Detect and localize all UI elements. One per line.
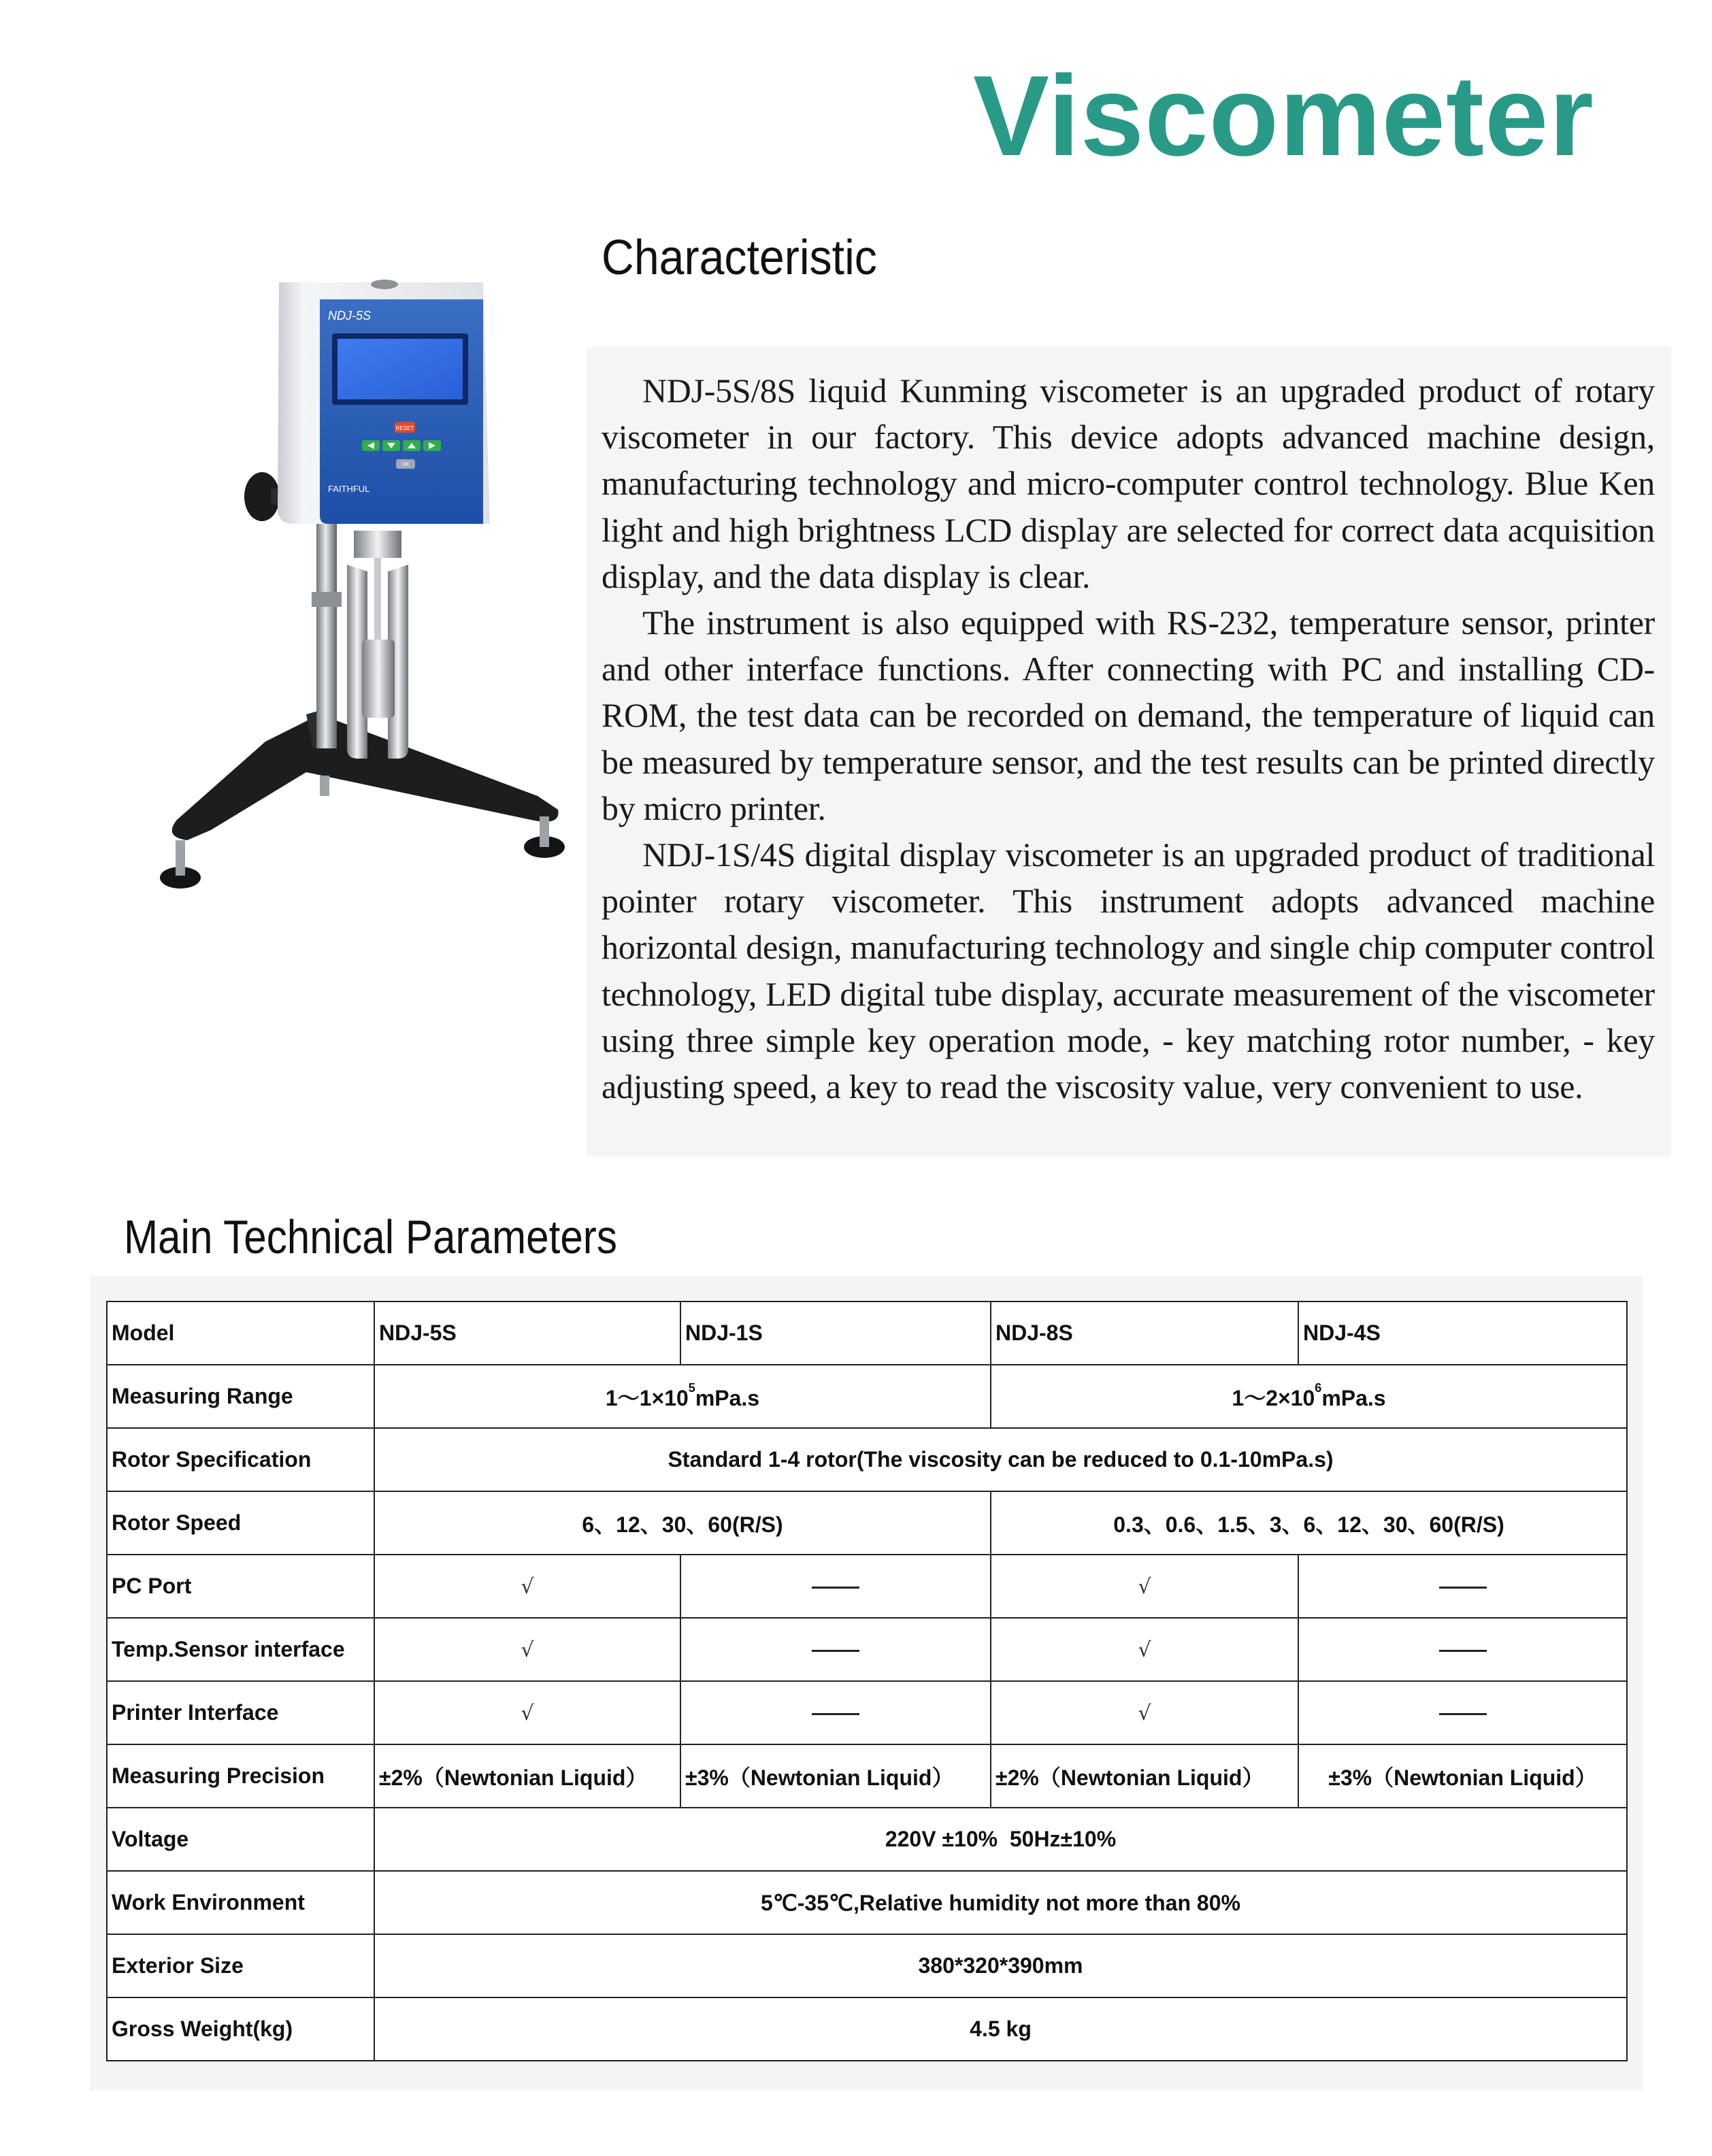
dash-mark	[1439, 1587, 1487, 1589]
table-cell: 380*320*390mm	[374, 1934, 1627, 1997]
description-paragraph: The instrument is also equipped with RS-232, temperature sensor, printer and other interface functions. After connecting with PC and installing CD-ROM, the test data can be recorded on demand, the temperature of liquid can be measured by temperature sensor, and the test results can be printed directly by micro printer.	[602, 603, 1655, 827]
table-row	[107, 1618, 1627, 1681]
table-cell: Standard 1-4 rotor(The viscosity can be reduced to 0.1-10mPa.s)	[374, 1428, 1627, 1491]
measuring-range-left	[374, 1365, 991, 1428]
ok-key-label: OK	[401, 461, 410, 467]
table-cell: 4.5 kg	[374, 1997, 1627, 2061]
table-cell: 6、12、30、60(R/S)	[374, 1491, 991, 1555]
device-brand-label: FAITHFUL	[328, 484, 370, 494]
row-label: Measuring Range	[107, 1365, 374, 1428]
parameters-panel	[90, 1276, 1643, 2090]
table-cell	[1298, 1681, 1627, 1744]
range-base: 1～1×10	[605, 1385, 689, 1410]
check-mark: √	[521, 1575, 534, 1599]
characteristic-heading: Characteristic	[602, 231, 877, 285]
dash-mark	[812, 1587, 859, 1589]
parameters-table	[106, 1301, 1628, 2061]
table-cell	[991, 1681, 1298, 1744]
row-label: Exterior Size	[107, 1934, 374, 1997]
table-row	[107, 1808, 1627, 1871]
table-row	[107, 1681, 1627, 1744]
table-cell	[680, 1555, 991, 1618]
check-mark: √	[521, 1638, 534, 1662]
range-exponent: 6	[1315, 1380, 1322, 1395]
table-cell	[991, 1618, 1298, 1681]
table-cell: 0.3、0.6、1.5、3、6、12、30、60(R/S)	[991, 1491, 1627, 1555]
row-label: Rotor Specification	[107, 1428, 374, 1491]
row-label: Printer Interface	[107, 1681, 374, 1744]
row-label: PC Port	[107, 1555, 374, 1618]
reset-key-label: RESET	[395, 425, 414, 431]
check-mark: √	[1138, 1702, 1151, 1725]
table-cell: ±2%（Newtonian Liquid）	[991, 1744, 1298, 1808]
table-cell	[374, 1555, 680, 1618]
check-mark: √	[521, 1702, 534, 1725]
dash-mark	[1439, 1650, 1487, 1652]
row-label: Gross Weight(kg)	[107, 1997, 374, 2061]
table-cell	[374, 1681, 680, 1744]
table-row	[107, 1365, 1627, 1428]
parameters-heading: Main Technical Parameters	[124, 1210, 617, 1263]
row-label: Work Environment	[107, 1871, 374, 1934]
viscometer-product-image	[150, 272, 572, 912]
table-row	[107, 1744, 1627, 1808]
range-unit: mPa.s	[1321, 1385, 1386, 1410]
model-header: NDJ-4S	[1298, 1301, 1627, 1365]
row-label: Rotor Speed	[107, 1491, 374, 1555]
table-row	[107, 1428, 1627, 1491]
table-cell	[374, 1618, 680, 1681]
table-cell: 220V ±10% 50Hz±10%	[374, 1808, 1627, 1871]
table-cell	[1298, 1555, 1627, 1618]
dash-mark	[1439, 1713, 1487, 1715]
row-label: Model	[107, 1301, 374, 1365]
description-paragraph: NDJ-1S/4S digital display viscometer is an upgraded product of traditional pointer rotary viscometer. This instrument adopts advanced machine horizontal design, manufacturing technology and single chip computer control technology, LED digital tube display, accurate measurement of the viscometer using three simple key operation mode, - key matching rotor number, - key adjusting speed, a key to read the viscosity value, very convenient to use.	[602, 835, 1655, 1106]
table-row	[107, 1934, 1627, 1997]
table-cell	[991, 1555, 1298, 1618]
model-header: NDJ-1S	[680, 1301, 991, 1365]
row-label: Measuring Precision	[107, 1744, 374, 1808]
table-cell	[1298, 1618, 1627, 1681]
range-base: 1～2×10	[1232, 1385, 1315, 1410]
table-row	[107, 1491, 1627, 1555]
table-cell: ±3%（Newtonian Liquid）	[680, 1744, 991, 1808]
model-header: NDJ-8S	[991, 1301, 1298, 1365]
page-title: Viscometer	[973, 52, 1594, 180]
table-cell	[680, 1618, 991, 1681]
description-paragraph: NDJ-5S/8S liquid Kunming viscometer is an upgraded product of rotary viscometer in our factory. This device adopts advanced machine design, manufacturing technology and micro-computer control technology. Blue Ken light and high brightness LCD display are selected for correct data acquisition display, and the data display is clear.	[602, 371, 1655, 595]
table-cell: 5℃-35℃,Relative humidity not more than 80%	[374, 1871, 1627, 1934]
characteristic-description	[587, 347, 1671, 1157]
dash-mark	[812, 1713, 859, 1715]
measuring-range-right	[991, 1365, 1627, 1428]
device-model-label: NDJ-5S	[328, 309, 372, 322]
table-cell: ±2%（Newtonian Liquid）	[374, 1744, 680, 1808]
table-row	[107, 1555, 1627, 1618]
row-label: Temp.Sensor interface	[107, 1618, 374, 1681]
dash-mark	[812, 1650, 859, 1652]
table-cell: ±3%（Newtonian Liquid）	[1298, 1744, 1627, 1808]
check-mark: √	[1138, 1575, 1151, 1599]
range-exponent: 5	[688, 1380, 695, 1395]
row-label: Voltage	[107, 1808, 374, 1871]
table-cell	[680, 1681, 991, 1744]
table-row	[107, 1997, 1627, 2061]
table-row	[107, 1301, 1627, 1365]
model-header: NDJ-5S	[374, 1301, 680, 1365]
table-row	[107, 1871, 1627, 1934]
check-mark: √	[1138, 1638, 1151, 1662]
range-unit: mPa.s	[695, 1385, 760, 1410]
